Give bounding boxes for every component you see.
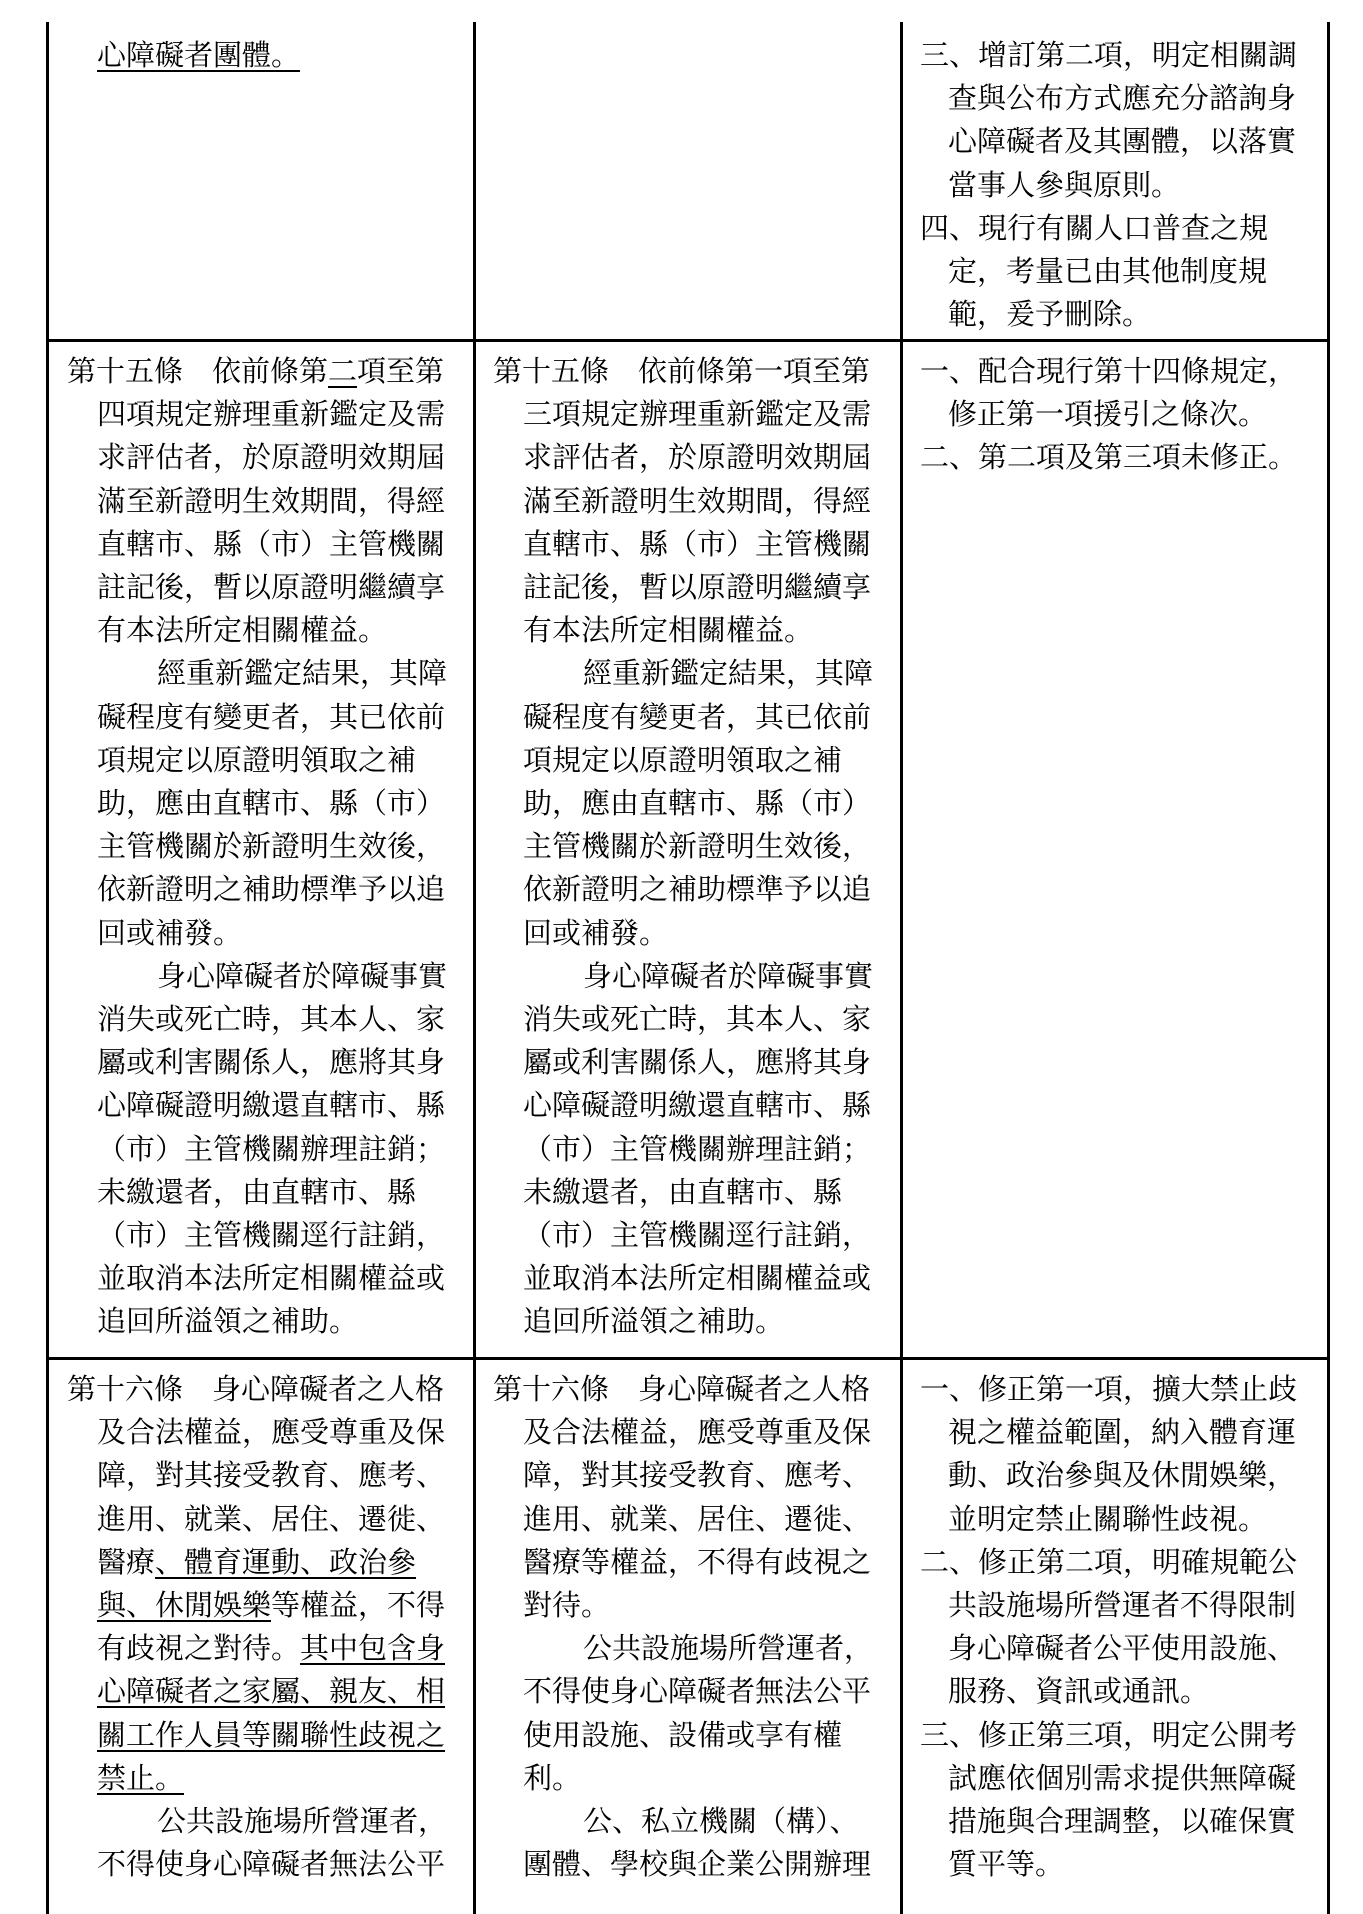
note-item: 三、修正第三項，明定公開考試應依個別需求提供無障礙措施與合理調整，以確保實質平等。 bbox=[920, 1717, 1298, 1882]
row1-amended-cell bbox=[67, 34, 460, 77]
row2-current-cell bbox=[493, 350, 886, 1344]
article-16-amended-p2: 公共設施場所營運者，不得使身心障礙者無法公平 bbox=[97, 1804, 448, 1882]
amended-text-continuation bbox=[67, 34, 460, 77]
row-divider-1 bbox=[48, 339, 1330, 342]
row-divider-2 bbox=[48, 1357, 1330, 1360]
article-15-current-p2: 經重新鑑定結果，其障礙程度有變更者，其已依前項規定以原證明領取之補助，應由直轄市、縣（市）主管機關於新證明生效後，依新證明之補助標準予以追回或補發。 bbox=[523, 656, 874, 950]
article-15-amended-p1 bbox=[67, 350, 460, 652]
article-16-current-p1: 第十六條 身心障礙者之人格及合法權益，應受尊重及保障，對其接受教育、應考、進用、就業、居住、遷徙、醫療等權益，不得有歧視之對待。 bbox=[493, 1372, 872, 1623]
text-segment: 第十六條 身心障礙者之人格及合法權益，應受尊重及保障，對其接受教育、應考、進用、就業、居住、遷徙、醫療 bbox=[67, 1372, 446, 1579]
article-16-current-p3: 公、私立機關（構）、團體、學校與企業公開辦理 bbox=[523, 1804, 872, 1882]
row2-amended-cell bbox=[67, 350, 460, 1344]
underlined-amendment: 、體育運動、政治參與、休閒娛樂 bbox=[97, 1544, 417, 1623]
text-segment: 第十五條 依前條第 bbox=[67, 354, 329, 388]
article-15-amended-p3: 身心障礙者於障礙事實消失或死亡時，其本人、家屬或利害關係人，應將其身心障礙證明繳還直轄市、縣（市）主管機關辦理註銷；未繳還者，由直轄市、縣（市）主管機關逕行註銷，並取消本法所定相關權益或追回所溢領之補助。 bbox=[97, 958, 448, 1339]
underlined-amendment: 其中包含身心障礙者之家屬、親友、相關工作人員等關聯性歧視之禁止。 bbox=[97, 1631, 446, 1795]
article-15-amended-p2: 經重新鑑定結果，其障礙程度有變更者，其已依前項規定以原證明領取之補助，應由直轄市、縣（市）主管機關於新證明生效後，依新證明之補助標準予以追回或補發。 bbox=[97, 656, 448, 950]
row3-amended-cell bbox=[67, 1368, 460, 1886]
note-item: 四、現行有關人口普查之規定，考量已由其他制度規範，爰予刪除。 bbox=[920, 210, 1269, 332]
table-left-border bbox=[46, 22, 49, 1914]
article-16-amended-p1 bbox=[67, 1368, 460, 1800]
note-item: 一、修正第一項，擴大禁止歧視之權益範圍，納入體育運動、政治參與及休閒娛樂，並明定禁止關聯性歧視。 bbox=[920, 1372, 1298, 1536]
row3-current-cell bbox=[493, 1368, 886, 1886]
text-segment: 項至第四項規定辦理重新鑑定及需求評估者，於原證明效期屆滿至新證明生效期間，得經直轄市、縣（市）主管機關註記後，暫以原證明繼續享有本法所定相關權益。 bbox=[97, 354, 446, 648]
table-right-border bbox=[1327, 22, 1330, 1914]
note-item: 二、修正第二項，明確規範公共設施場所營運者不得限制身心障礙者公平使用設施、服務、資訊或通訊。 bbox=[920, 1544, 1298, 1709]
note-item: 三、增訂第二項，明定相關調查與公布方式應充分諮詢身心障礙者及其團體，以落實當事人參與原則。 bbox=[920, 38, 1298, 202]
article-15-current-p1: 第十五條 依前條第一項至第三項規定辦理重新鑑定及需求評估者，於原證明效期屆滿至新證明生效期間，得經直轄市、縣（市）主管機關註記後，暫以原證明繼續享有本法所定相關權益。 bbox=[493, 354, 872, 648]
row3-notes-cell bbox=[920, 1368, 1313, 1886]
underlined-amendment: 二 bbox=[328, 354, 358, 388]
note-item: 一、配合現行第十四條規定，修正第一項援引之條次。 bbox=[920, 354, 1298, 432]
column-divider-2 bbox=[900, 22, 903, 1914]
text-segment: 等權益，不得有歧視之對待。 bbox=[97, 1588, 446, 1666]
article-15-current-p3: 身心障礙者於障礙事實消失或死亡時，其本人、家屬或利害關係人，應將其身心障礙證明繳還直轄市、縣（市）主管機關辦理註銷；未繳還者，由直轄市、縣（市）主管機關逕行註銷，並取消本法所定相關權益或追回所溢領之補助。 bbox=[523, 958, 874, 1339]
note-item: 二、第二項及第三項未修正。 bbox=[920, 440, 1298, 475]
column-divider-1 bbox=[473, 22, 476, 1914]
underlined-amendment: 心障礙者團體。 bbox=[97, 38, 301, 72]
article-16-current-p2: 公共設施場所營運者，不得使身心障礙者無法公平使用設施、設備或享有權利。 bbox=[523, 1631, 874, 1795]
row1-notes-cell bbox=[920, 34, 1313, 336]
row2-notes-cell bbox=[920, 350, 1313, 480]
